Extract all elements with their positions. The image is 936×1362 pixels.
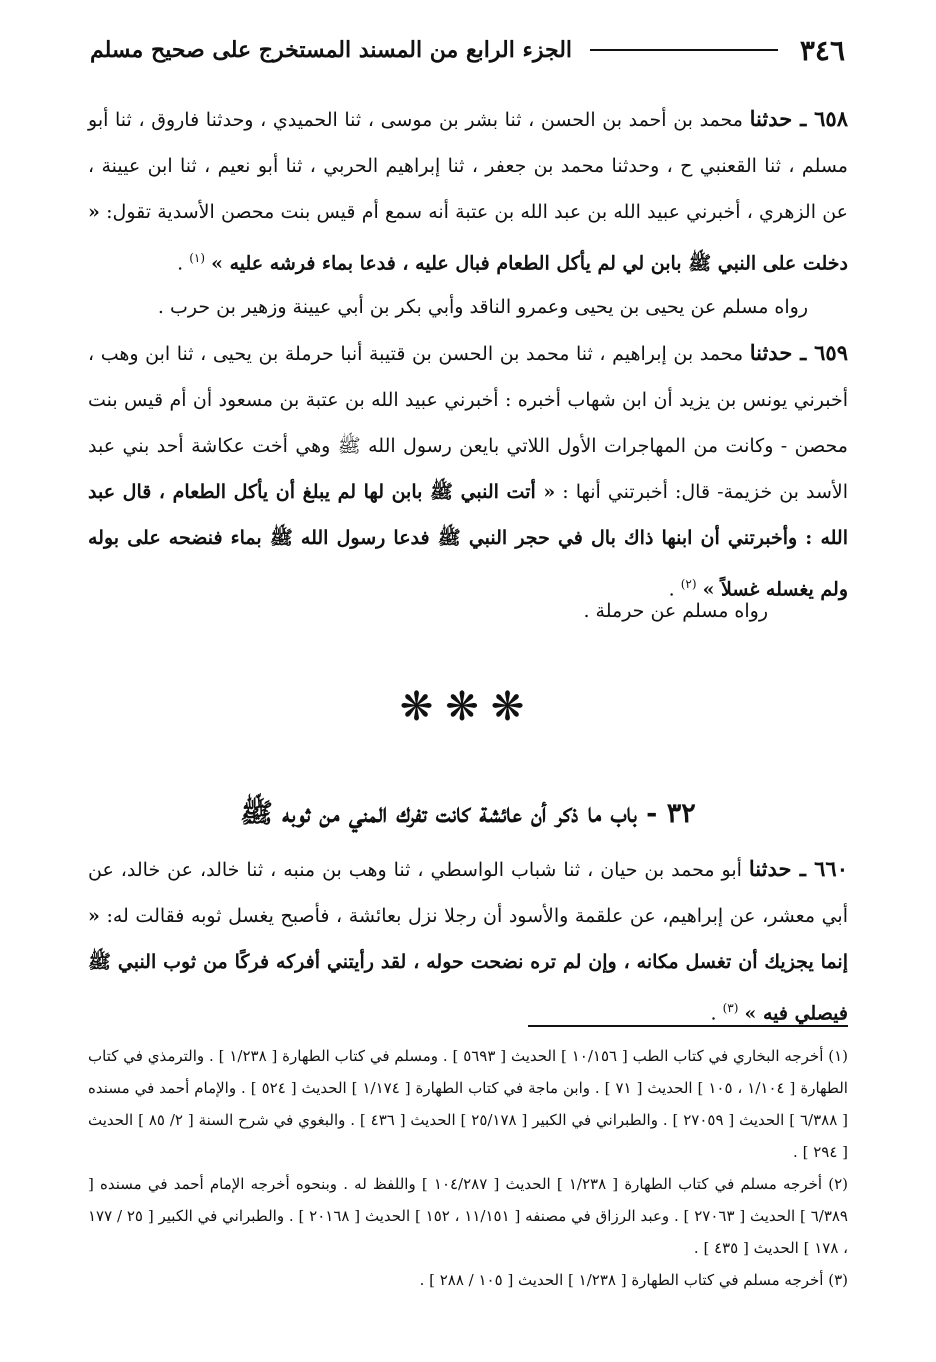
running-title: الجزء الرابع من المسند المستخرج على صحيح مسلم	[90, 37, 573, 63]
running-header	[90, 28, 845, 72]
hadith-number: ٦٦٠ ـ حدثنا	[748, 856, 848, 881]
narration-658: رواه مسلم عن يحيى بن يحيى وعمرو الناقد وأبي بكر بن أبي عيينة وزهير بن حرب .	[157, 296, 808, 318]
isnad-text: محمد بن إبراهيم ، ثنا محمد بن الحسن بن قتيبة أنبا حرملة بن يحيى ، ثنا ابن وهب ، أخبرني يونس بن يزيد أن ابن شهاب أخبره : أخبرني عبيد الله بن عتبة بن مسعود أن أم قيس بنت محصن - وكانت من المهاجرات الأول اللاتي بايعن رسول الله ﷺ وهي أخت عكاشة أحد بني عبد الأسد بن خزيمة- قال: أخبرتني أنها :	[88, 343, 849, 503]
page-number: ٣٤٦	[799, 33, 845, 67]
chapter-title: ٣٢ - باب ما ذكر أن عائشة كانت تفرك المني من ثوبه ﷺ	[240, 798, 696, 829]
hadith-659	[88, 330, 848, 612]
sentence-end: .	[177, 252, 190, 275]
hadith-660	[88, 846, 848, 1036]
matn-text: « أتت النبي ﷺ بابن لها لم يبلغ أن يأكل الطعام ، قال عبد الله : وأخبرتني أن ابنها ذاك بال في حجر النبي ﷺ فدعا رسول الله ﷺ بماء فنضحه على بوله ولم يغسله غسلاً »	[88, 481, 848, 601]
matn-text: « دخلت على النبي ﷺ بابن لي لم يأكل الطعام فبال عليه ، فدعا بماء فرشه عليه »	[88, 201, 848, 275]
isnad-text: محمد بن أحمد بن الحسن ، ثنا بشر بن موسى ، ثنا الحميدي ، وحدثنا فاروق ، ثنا أبو مسلم ، ثنا القعنبي ح ، وحدثنا محمد بن جعفر ، ثنا إبراهيم الحربي ، ثنا أبو نعيم ، ثنا ابن عيينة ، عن الزهري ، أخبرني عبيد الله بن عبد الله بن عتبة أنه سمع أم قيس بنت محصن الأسدية تقول:	[88, 109, 849, 223]
footnote-2: (٢) أخرجه مسلم في كتاب الطهارة [ ١/٢٣٨ ] الحديث [ ١٠٤/٢٨٧ ] واللفظ له . وبنحوه أخرجه الإمام أحمد في مسنده [ ٦/٣٨٩ ] الحديث [ ٢٧٠٦٣ ] . وعبد الرزاق في مصنفه [ ١١/١٥١ ، ١٥٢ ] الحديث [ ٢٠١٦٨ ] . والطبراني في الكبير [ ٢٥ / ١٧٧ ، ١٧٨ ] الحديث [ ٤٣٥ ] .	[88, 1175, 848, 1257]
sentence-end: .	[710, 1002, 723, 1025]
hadith-number: ٦٥٩ ـ حدثنا	[749, 340, 848, 365]
header-rule	[590, 49, 778, 51]
footnote-rule	[528, 1025, 848, 1027]
section-separator: ❋❋❋	[399, 684, 537, 730]
sentence-end: .	[668, 578, 681, 601]
hadith-number: ٦٥٨ ـ حدثنا	[749, 106, 848, 131]
isnad-text: أبو محمد بن حيان ، ثنا شباب الواسطي ، ثنا وهب بن منبه ، ثنا خالد، عن خالد، عن أبي معشر، عن إبراهيم، عن علقمة والأسود أن رجلا نزل بعائشة ، فأصبح يغسل ثوبه فقالت له:	[88, 859, 848, 927]
hadith-658	[88, 96, 848, 286]
footnote-1: (١) أخرجه البخاري في كتاب الطب [ ١٠/١٥٦ ] الحديث [ ٥٦٩٣ ] . ومسلم في كتاب الطهارة [ ١/٢٣٨ ] . والترمذي في كتاب الطهارة [ ١/١٠٤ ، ١٠٥ ] الحديث [ ٧١ ] . وابن ماجة في كتاب الطهارة [ ١/١٧٤ ] الحديث [ ٥٢٤ ] . والإمام أحمد في مسنده [ ٦/٣٨٨ ] الحديث [ ٢٧٠٥٩ ] . والطبراني في الكبير [ ٢٥/١٧٨ ] الحديث [ ٤٣٦ ] . والبغوي في شرح السنة [ ٢/ ٨٥ ] الحديث [ ٢٩٤ ] .	[88, 1047, 849, 1161]
footnote-ref: (٢)	[680, 577, 697, 591]
footnote-ref: (١)	[189, 251, 206, 265]
narration-659: رواه مسلم عن حرملة .	[583, 600, 768, 622]
footnote-ref: (٣)	[722, 1001, 739, 1015]
footnotes	[88, 1040, 848, 1296]
matn-text: « إنما يجزيك أن تغسل مكانه ، وإن لم تره نضحت حوله ، لقد رأيتني أفركه فركًا من ثوب النبي ﷺ فيصلي فيه »	[88, 905, 848, 1025]
footnote-3: (٣) أخرجه مسلم في كتاب الطهارة [ ١/٢٣٨ ] الحديث [ ١٠٥ / ٢٨٨ ] .	[419, 1271, 848, 1289]
